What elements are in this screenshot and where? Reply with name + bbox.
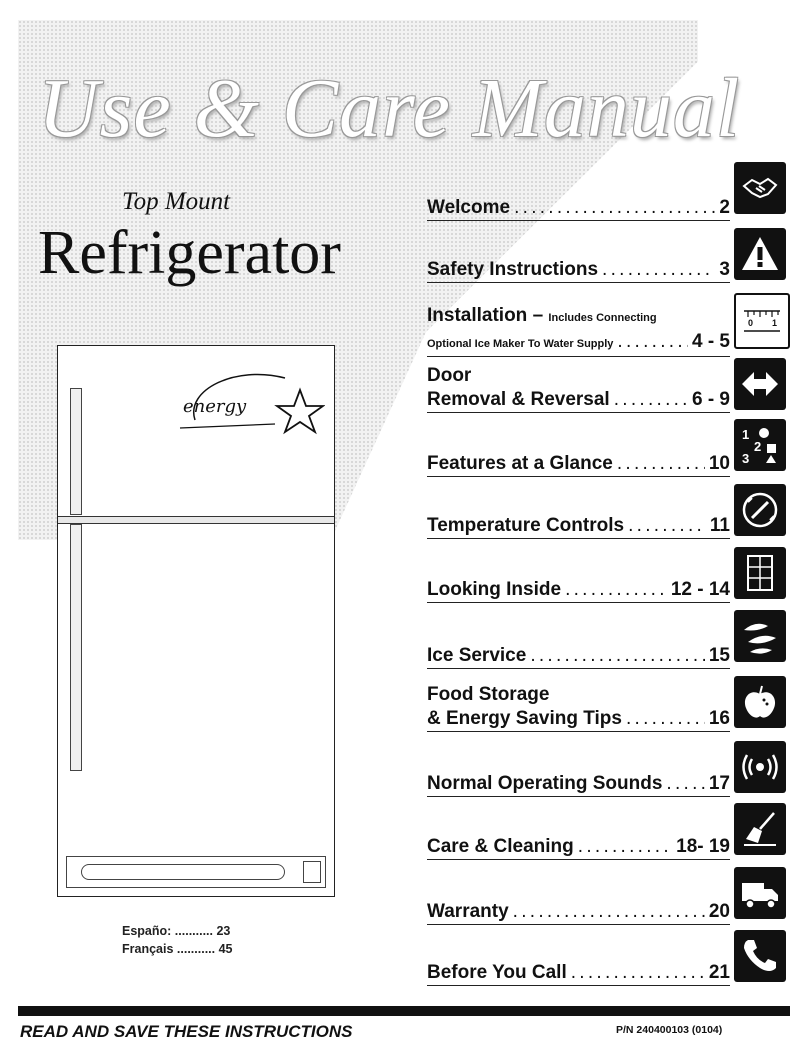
toc-item-looking-inside[interactable]	[427, 578, 730, 603]
phone-icon	[734, 930, 786, 982]
ice-cubes-icon	[734, 610, 786, 662]
grille-slot	[81, 864, 285, 880]
language-dots: ...........	[174, 924, 217, 938]
language-french	[122, 942, 233, 956]
toc-title: Features at a Glance	[427, 453, 613, 474]
product-subtitle: Top Mount	[122, 188, 231, 215]
toc-leader	[617, 452, 705, 476]
toc-title: Food Storage	[427, 684, 550, 705]
toc-item-welcome[interactable]	[427, 196, 730, 221]
grille-box	[303, 861, 321, 883]
toc-item-care-cleaning[interactable]	[427, 835, 730, 860]
toc-title: Safety Instructions	[427, 259, 599, 280]
toc-leader	[617, 330, 688, 354]
language-page: 45	[218, 942, 233, 956]
toc-leader	[628, 514, 706, 538]
toc-title: Care & Cleaning	[427, 836, 574, 857]
sound-icon	[734, 741, 786, 793]
toc-page: 4 - 5	[691, 331, 730, 352]
toc-leader	[565, 578, 667, 602]
toc-page: 6 - 9	[691, 389, 730, 410]
apple-icon	[734, 676, 786, 728]
manual-title: Use & Care Manual	[38, 62, 741, 155]
svg-text:1: 1	[772, 318, 778, 328]
toc-title: Ice Service	[427, 645, 527, 666]
toc-leader	[530, 644, 705, 668]
language-label: Français	[122, 942, 174, 956]
handshake-icon	[734, 162, 786, 214]
language-dots: ...........	[176, 942, 219, 956]
warning-icon	[734, 228, 786, 280]
toc-page: 2	[719, 197, 730, 218]
dial-icon	[734, 484, 786, 536]
toc-item-food-storage[interactable]	[427, 683, 730, 732]
toc-item-features[interactable]	[427, 452, 730, 477]
part-number: P/N 240400103 (0104)	[616, 1024, 723, 1036]
toc-item-warranty[interactable]	[427, 900, 730, 925]
toc-item-door[interactable]	[427, 364, 730, 413]
toc-item-before-you-call[interactable]	[427, 961, 730, 986]
language-label: Españo:	[122, 924, 172, 938]
toc-item-safety[interactable]	[427, 258, 730, 283]
toc-page: 21	[708, 962, 730, 983]
toc-title: Warranty	[427, 901, 509, 922]
toc-leader	[578, 835, 672, 859]
kick-plate	[66, 856, 326, 888]
door-divider	[58, 516, 334, 524]
toc-page: 16	[708, 708, 730, 729]
cleaning-icon	[734, 803, 786, 855]
toc-title-2: Removal & Reversal	[427, 389, 610, 410]
toc-leader	[513, 900, 705, 924]
truck-icon	[734, 867, 786, 919]
toc-subtitle-2: Optional Ice Maker To Water Supply	[427, 338, 614, 350]
product-name: Refrigerator	[38, 219, 341, 287]
toc-page: 12 - 14	[670, 579, 730, 600]
toc-leader	[602, 258, 715, 282]
language-spanish	[122, 924, 230, 938]
svg-text:0: 0	[748, 318, 754, 328]
double-arrow-icon	[734, 358, 786, 410]
toc-subtitle: Includes Connecting	[548, 312, 657, 324]
read-save-instructions: READ AND SAVE THESE INSTRUCTIONS	[20, 1022, 353, 1041]
footer-rule	[18, 1006, 790, 1016]
toc-page: 10	[708, 453, 730, 474]
toc-leader	[666, 772, 704, 796]
svg-text:3: 3	[742, 451, 750, 465]
svg-text:1: 1	[742, 427, 750, 442]
toc-title: Looking Inside	[427, 579, 562, 600]
toc-leader	[514, 196, 715, 220]
toc-title-2: & Energy Saving Tips	[427, 708, 622, 729]
toc-item-temperature[interactable]	[427, 514, 730, 539]
toc-title: Door	[427, 365, 472, 386]
toc-title: Before You Call	[427, 962, 567, 983]
toc-item-ice-service[interactable]	[427, 644, 730, 669]
toc-item-operating-sounds[interactable]	[427, 772, 730, 797]
toc-title: Normal Operating Sounds	[427, 773, 663, 794]
svg-text:2: 2	[754, 439, 762, 454]
numbered-shapes-icon	[734, 419, 786, 471]
toc-title: Installation –	[427, 305, 544, 326]
energy-logo-text: energy	[183, 396, 247, 417]
freezer-handle	[70, 388, 82, 515]
toc-page: 20	[708, 901, 730, 922]
toc-leader	[571, 961, 705, 985]
toc-page: 15	[708, 645, 730, 666]
fridge-handle	[70, 524, 82, 771]
energy-star-logo	[175, 360, 325, 440]
toc-leader	[614, 388, 688, 412]
toc-page: 17	[708, 773, 730, 794]
ruler-icon	[734, 293, 790, 349]
toc-page: 18- 19	[676, 836, 730, 857]
toc-leader	[626, 707, 705, 731]
language-page: 23	[216, 924, 231, 938]
shelves-icon	[734, 547, 786, 599]
toc-item-installation[interactable]	[427, 304, 730, 357]
toc-title: Temperature Controls	[427, 515, 625, 536]
toc-title: Welcome	[427, 197, 511, 218]
toc-page: 11	[709, 515, 730, 536]
toc-page: 3	[719, 259, 730, 280]
